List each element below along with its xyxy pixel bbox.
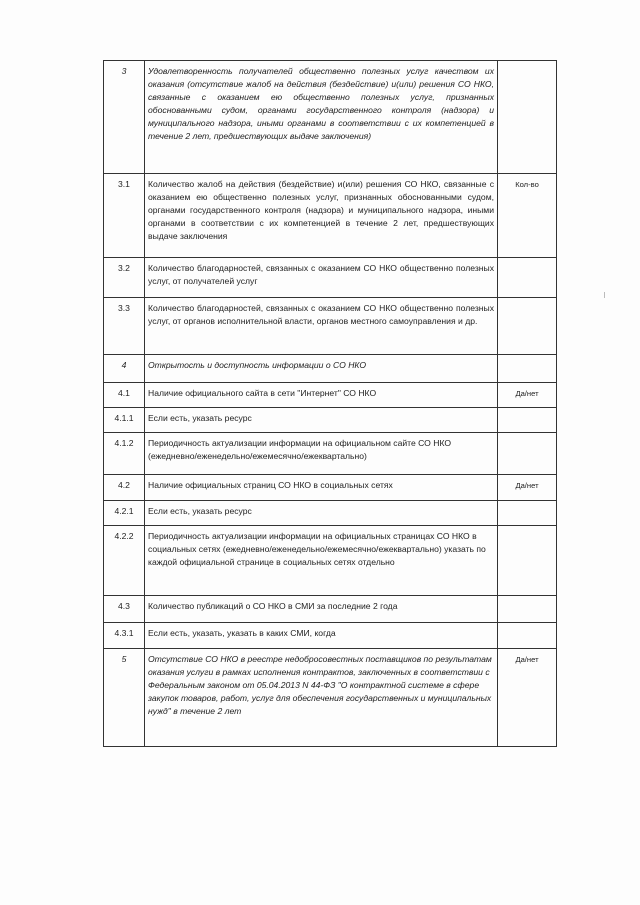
row-description: Периодичность актуализации информации на официальном сайте СО НКО (ежедневно/еженедельно/ежемесячно/ежеквартально)	[145, 433, 498, 475]
table-row	[104, 174, 557, 258]
row-unit: Да/нет	[498, 383, 557, 408]
row-description: Периодичность актуализации информации на официальных страницах СО НКО в социальных сетях (ежедневно/еженедельно/ежемесячно/ежеквартально) указать по каждой официальной странице в социальных сетях отдельно	[145, 526, 498, 596]
row-number: 3	[104, 61, 145, 174]
row-unit	[498, 298, 557, 355]
row-unit: Да/нет	[498, 475, 557, 501]
row-unit	[498, 355, 557, 383]
table-row	[104, 383, 557, 408]
row-description: Если есть, указать, указать в каких СМИ, когда	[145, 623, 498, 649]
table-row	[104, 408, 557, 433]
row-unit: Да/нет	[498, 649, 557, 747]
row-description: Удовлетворенность получателей общественно полезных услуг качеством их оказания (отсутствие жалоб на действия (бездействие) и(или) решения СО НКО, связанные с оказанием ею общественно полезных услуг, признанных обоснованными судом, органами государственного контроля (надзора) и муниципального надзора, иными органами в соответствии с их компетенцией в течение 2 лет, предшествующих выдаче заключения)	[145, 61, 498, 174]
table-row	[104, 258, 557, 298]
table-row	[104, 623, 557, 649]
row-description: Количество жалоб на действия (бездействие) и(или) решения СО НКО, связанные с оказанием ею общественно полезных услуг, признанных обоснованными судом, органами государственного контроля (надзора) и муниципального надзора, иными органами в соответствии с их компетенцией в течение 2 лет, предшествующих выдаче заключения	[145, 174, 498, 258]
table-row	[104, 475, 557, 501]
row-unit	[498, 526, 557, 596]
row-number: 3.2	[104, 258, 145, 298]
row-number: 5	[104, 649, 145, 747]
row-unit	[498, 408, 557, 433]
row-unit	[498, 501, 557, 526]
row-description: Открытость и доступность информации о СО НКО	[145, 355, 498, 383]
row-number: 3.3	[104, 298, 145, 355]
row-description: Количество публикаций о СО НКО в СМИ за последние 2 года	[145, 596, 498, 623]
row-number: 4	[104, 355, 145, 383]
table-row	[104, 355, 557, 383]
row-description: Наличие официальных страниц СО НКО в социальных сетях	[145, 475, 498, 501]
row-unit	[498, 433, 557, 475]
row-number: 4.3	[104, 596, 145, 623]
row-number: 4.1.2	[104, 433, 145, 475]
row-description: Если есть, указать ресурс	[145, 501, 498, 526]
row-description: Если есть, указать ресурс	[145, 408, 498, 433]
table-row	[104, 433, 557, 475]
row-number: 4.1.1	[104, 408, 145, 433]
row-description: Количество благодарностей, связанных с оказанием СО НКО общественно полезных услуг, от органов исполнительной власти, органов местного самоуправления и др.	[145, 298, 498, 355]
row-unit	[498, 61, 557, 174]
table-row	[104, 61, 557, 174]
row-number: 4.2.2	[104, 526, 145, 596]
row-number: 4.2.1	[104, 501, 145, 526]
table-row	[104, 526, 557, 596]
row-unit	[498, 258, 557, 298]
row-description: Отсутствие СО НКО в реестре недобросовестных поставщиков по результатам оказания услуги в рамках исполнения контрактов, заключенных в соответствии с Федеральным законом от 05.04.2013 N 44-ФЗ "О контрактной системе в сфере закупок товаров, работ, услуг для обеспечения государственных и муниципальных нужд" в течение 2 лет	[145, 649, 498, 747]
table-row	[104, 298, 557, 355]
table-row	[104, 501, 557, 526]
row-description: Наличие официального сайта в сети "Интернет" СО НКО	[145, 383, 498, 408]
row-number: 3.1	[104, 174, 145, 258]
row-number: 4.3.1	[104, 623, 145, 649]
row-unit	[498, 623, 557, 649]
row-number: 4.2	[104, 475, 145, 501]
row-description: Количество благодарностей, связанных с оказанием СО НКО общественно полезных услуг, от получателей услуг	[145, 258, 498, 298]
row-unit: Кол-во	[498, 174, 557, 258]
scan-mark	[604, 292, 605, 298]
table-row	[104, 649, 557, 747]
row-number: 4.1	[104, 383, 145, 408]
criteria-table	[103, 60, 557, 747]
table-row	[104, 596, 557, 623]
row-unit	[498, 596, 557, 623]
